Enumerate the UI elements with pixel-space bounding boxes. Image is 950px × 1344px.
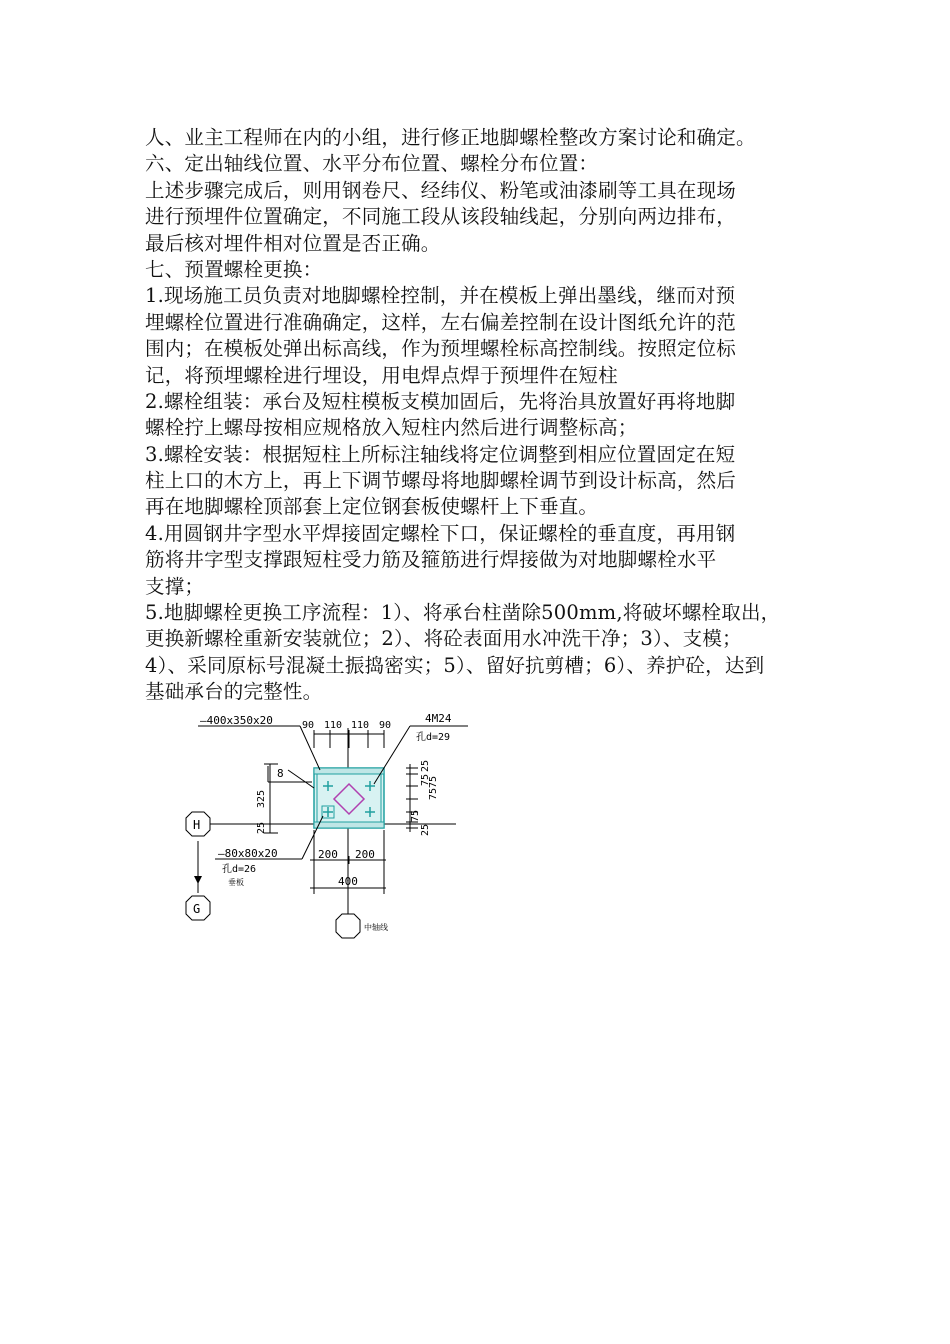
text-line: 进行预埋件位置确定，不同施工段从该段轴线起，分别向两边排布， <box>145 205 737 229</box>
section-heading: 六、定出轴线位置、水平分布位置、螺栓分布位置： <box>145 152 599 176</box>
text-line: 埋螺栓位置进行准确确定，这样，左右偏差控制在设计图纸允许的范 <box>145 310 737 334</box>
bolt-leader <box>374 726 410 784</box>
right-dim-5: 75 <box>410 809 421 822</box>
text-line: 围内；在模板处弹出标高线，作为预埋螺栓标高控制线。按照定位标 <box>145 337 737 361</box>
top-dim-ticks <box>314 730 384 748</box>
section-heading: 七、预置螺栓更换： <box>145 257 323 281</box>
text-line: 2.螺栓组装：承台及短柱模板支模加固后，先将治具放置好再将地脚 <box>145 389 736 413</box>
left-dim-325: 325 <box>256 789 267 808</box>
axis-label-h: H <box>193 818 201 832</box>
text-line: 3.螺栓安装：根据短柱上所标注轴线将定位调整到相应位置固定在短 <box>145 442 736 466</box>
axis-note: 中轴线 <box>364 923 388 932</box>
bottom-dim-1: 200 <box>318 848 338 861</box>
total-dim: 400 <box>338 875 358 888</box>
plate-top-hatch <box>314 768 384 774</box>
text-line: 基础承台的完整性。 <box>145 680 323 704</box>
text-line: 柱上口的木方上，再上下调节螺母将地脚螺栓调节到设计标高，然后 <box>145 469 737 493</box>
text-line: 支撑； <box>145 574 205 598</box>
axis-arrow <box>194 876 202 884</box>
bottom-dim-2: 200 <box>355 848 375 861</box>
top-dim-4: 90 <box>379 720 392 731</box>
right-dim-6: 25 <box>420 823 431 836</box>
right-dim-3: 75 <box>428 787 439 800</box>
anchor-bolt-detail-drawing <box>178 708 468 958</box>
text-line: 再在地脚螺栓顶部套上定位钢套板使螺杆上下垂直。 <box>145 495 599 519</box>
right-dim-1: 75 <box>420 773 431 786</box>
text-line: 更换新螺栓重新安装就位；2）、将砼表面用水冲洗干净；3）、支模； <box>145 627 742 651</box>
text-line: 螺栓拧上螺母按相应规格放入短柱内然后进行调整标高； <box>145 416 638 440</box>
top-dim-2: 110 <box>324 720 343 731</box>
axis-label-g: G <box>193 902 201 916</box>
text-line: 4）、采同原标号混凝土振捣密实；5）、留好抗剪槽；6）、养护砼，达到 <box>145 653 765 677</box>
text-line: 筋将井字型支撑跟短柱受力筋及箍筋进行焊接做为对地脚螺栓水平 <box>145 548 717 572</box>
text-line: 1.现场施工员负责对地脚螺栓控制，并在模板上弹出墨线，继而对预 <box>145 284 736 308</box>
body-text <box>145 125 835 706</box>
washer-label: —80x80x20 <box>218 847 278 860</box>
weld-leader <box>288 770 314 788</box>
washer-note: 垂板 <box>228 878 244 887</box>
text-line: 5.地脚螺栓更换工序流程：1）、将承台柱凿除500mm,将破坏螺栓取出， <box>145 601 781 625</box>
left-dim-25: 25 <box>256 821 267 834</box>
text-line: 记，将预埋螺栓进行埋设，用电焊点焊于预埋件在短柱 <box>145 363 618 387</box>
base-plate <box>314 768 384 828</box>
text-line: 上述步骤完成后，则用钢卷尺、经纬仪、粉笔或油漆刷等工具在现场 <box>145 178 737 202</box>
bolt-hole-label: 孔d=29 <box>416 732 451 743</box>
axis-bubble-vertical <box>336 914 360 938</box>
top-dim-1: 90 <box>302 720 315 731</box>
text-line: 最后核对埋件相对位置是否正确。 <box>145 231 441 255</box>
top-dim-3: 110 <box>351 720 370 731</box>
plate-leader <box>300 726 320 770</box>
plate-label: —400x350x20 <box>200 714 273 727</box>
text-line: 人、业主工程师在内的小组，进行修正地脚螺栓整改方案讨论和确定。 <box>145 126 756 149</box>
washer-hole-label: 孔d=26 <box>222 864 257 875</box>
right-dim-2: 25 <box>420 759 431 772</box>
right-dim-4: 75 <box>428 775 439 788</box>
plate-bottom-hatch <box>314 822 384 828</box>
weld-size: 8 <box>277 767 284 780</box>
text-line: 4.用圆钢井字型水平焊接固定螺栓下口，保证螺栓的垂直度，再用钢 <box>145 521 736 545</box>
bolt-label: 4M24 <box>425 712 452 725</box>
